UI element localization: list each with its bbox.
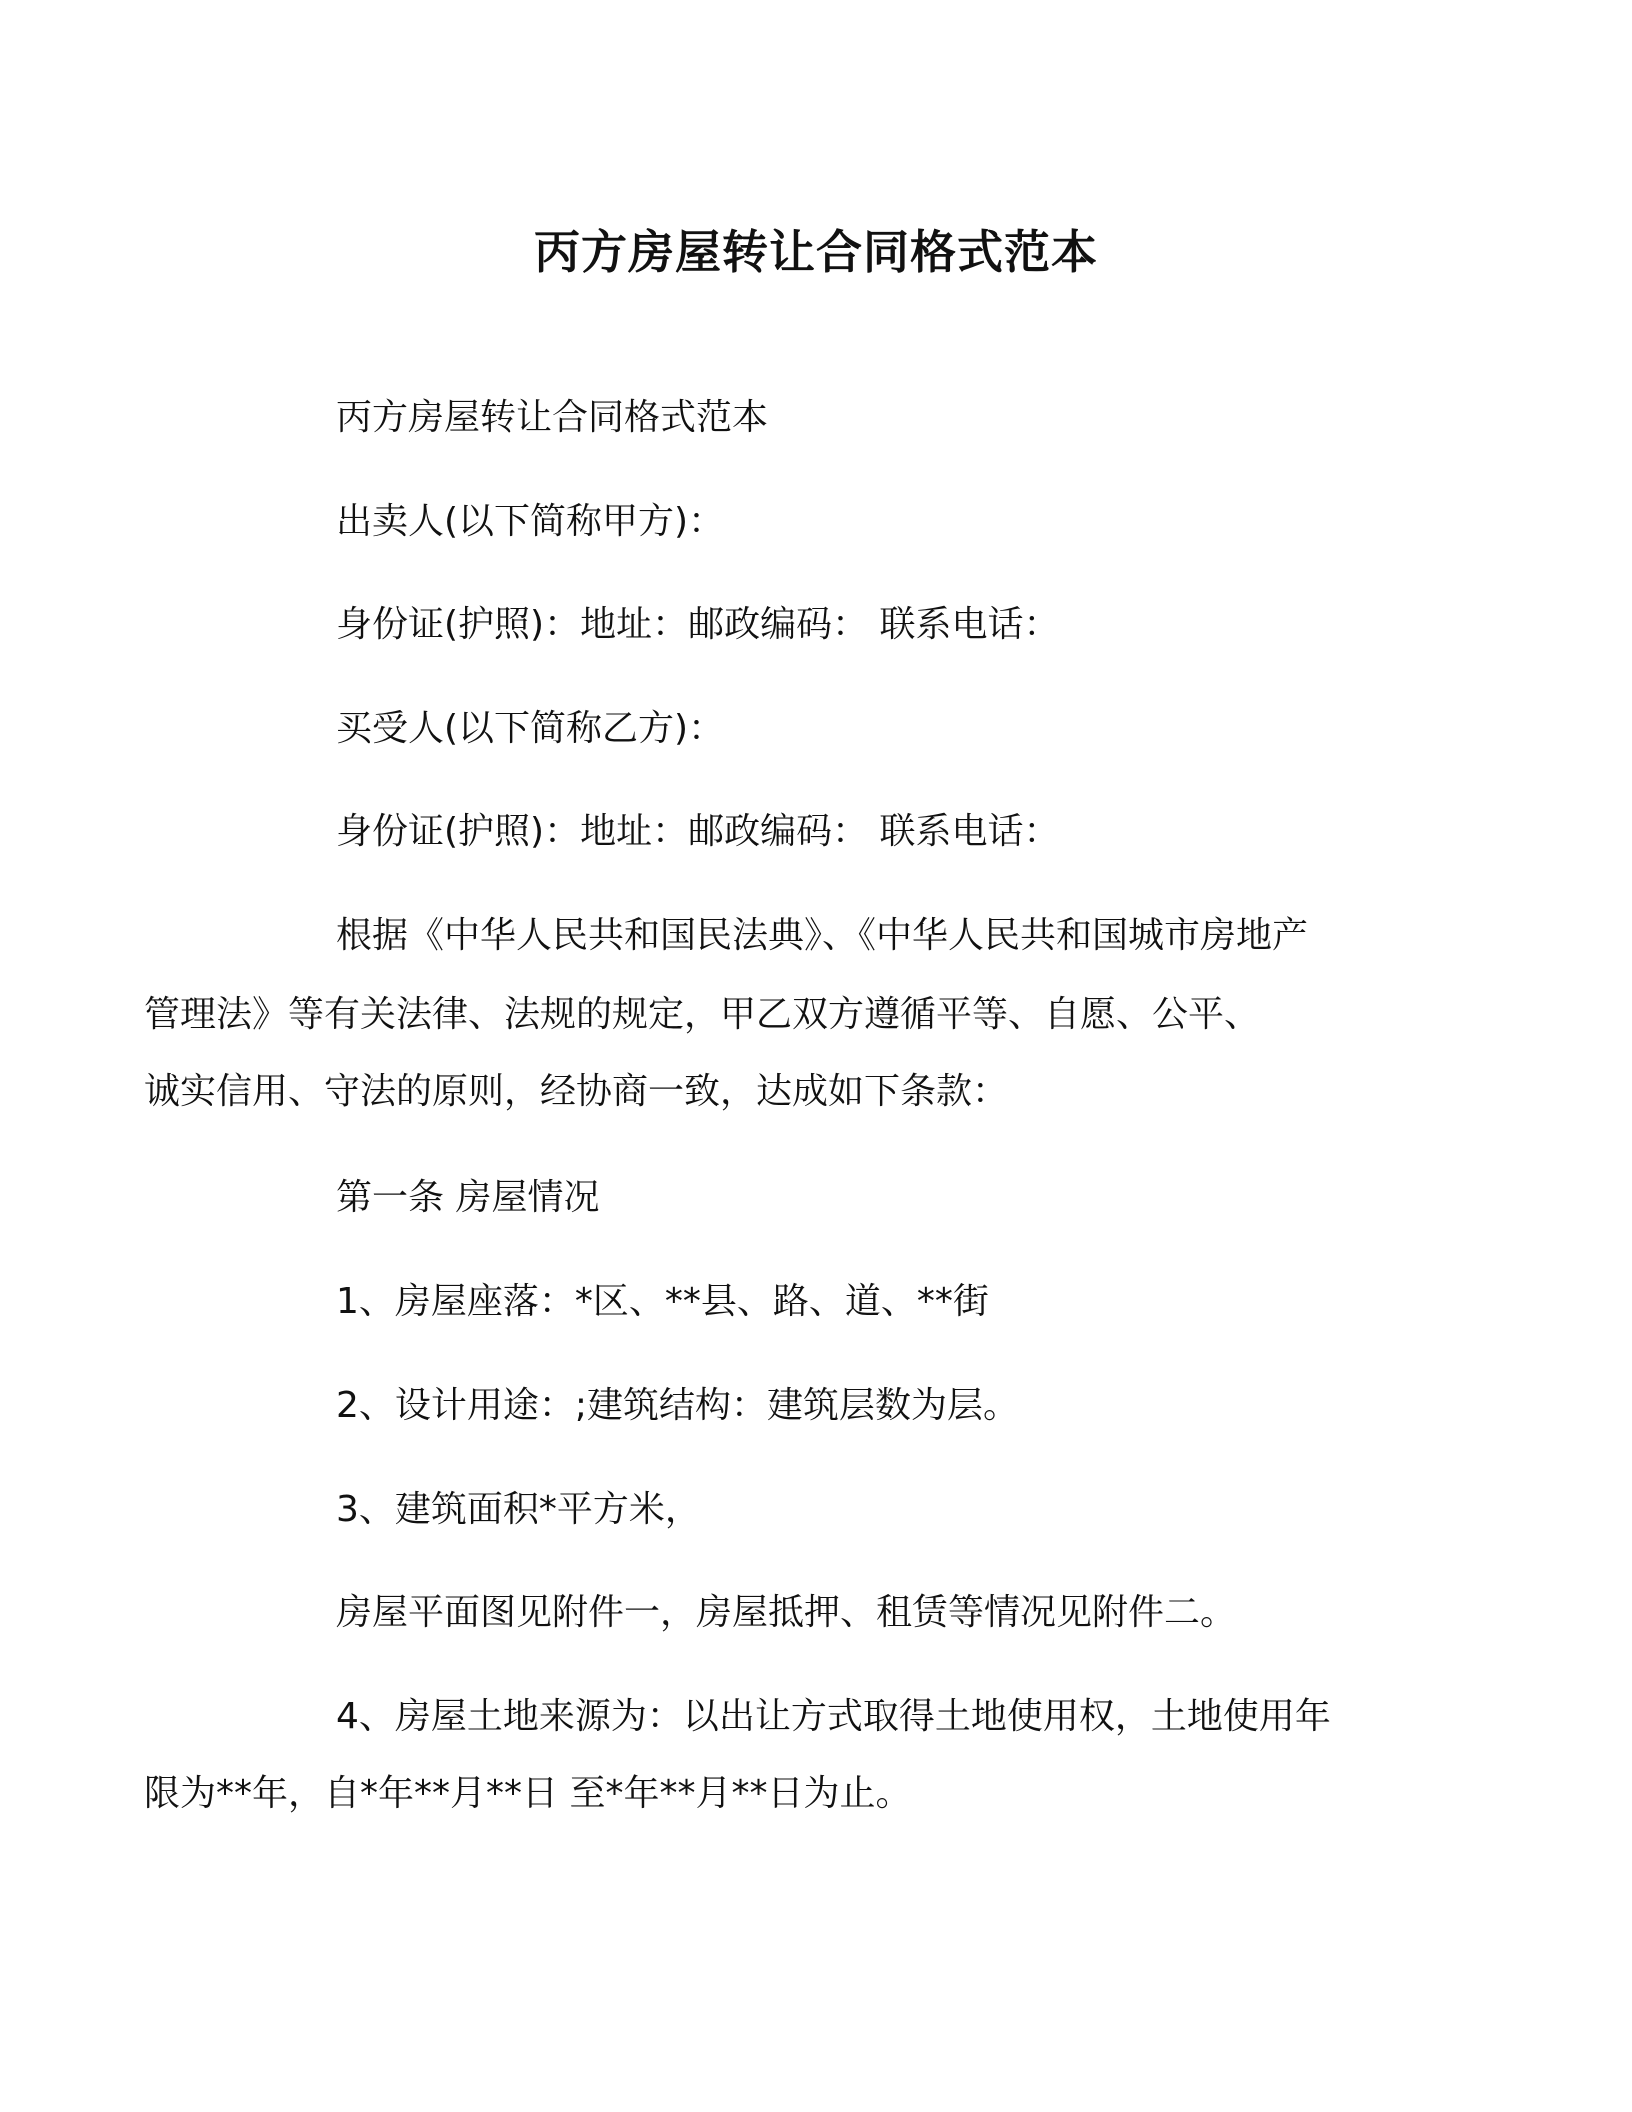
subtitle-paragraph: 丙方房屋转让合同格式范本 — [336, 397, 769, 438]
buyer-paragraph: 买受人(以下简称乙方)： — [336, 708, 725, 749]
buyer-info-paragraph: 身份证(护照)：地址：邮政编码： 联系电话： — [336, 811, 1060, 852]
legal-basis-line-2: 管理法》等有关法律、法规的规定，甲乙双方遵循平等、自愿、公平、 — [144, 994, 1261, 1035]
item4-line-1: 4、房屋土地来源为：以出让方式取得土地使用权，土地使用年 — [336, 1696, 1331, 1737]
item4-line-2: 限为**年，自*年**月**日 至*年**月**日为止。 — [144, 1773, 912, 1814]
article1-heading: 第一条 房屋情况 — [336, 1177, 600, 1218]
item4-paragraph — [144, 1691, 1331, 1820]
legal-basis-line-3: 诚实信用、守法的原则，经协商一致，达成如下条款： — [144, 1071, 1009, 1112]
seller-info-paragraph: 身份证(护照)：地址：邮政编码： 联系电话： — [336, 604, 1060, 645]
legal-basis-line-1: 根据《中华人民共和国民法典》、《中华人民共和国城市房地产 — [336, 915, 1309, 956]
item2-paragraph: 2、设计用途：;建筑结构：建筑层数为层。 — [336, 1385, 1020, 1426]
document-title: 丙方房屋转让合同格式范本 — [534, 225, 1098, 279]
item3-paragraph: 3、建筑面积*平方米， — [336, 1489, 701, 1530]
floorplan-paragraph: 房屋平面图见附件一，房屋抵押、租赁等情况见附件二。 — [336, 1592, 1237, 1633]
item1-paragraph: 1、房屋座落：*区、**县、路、道、**街 — [336, 1281, 989, 1322]
legal-basis-paragraph — [144, 910, 1309, 1118]
seller-paragraph: 出卖人(以下简称甲方)： — [336, 501, 725, 542]
